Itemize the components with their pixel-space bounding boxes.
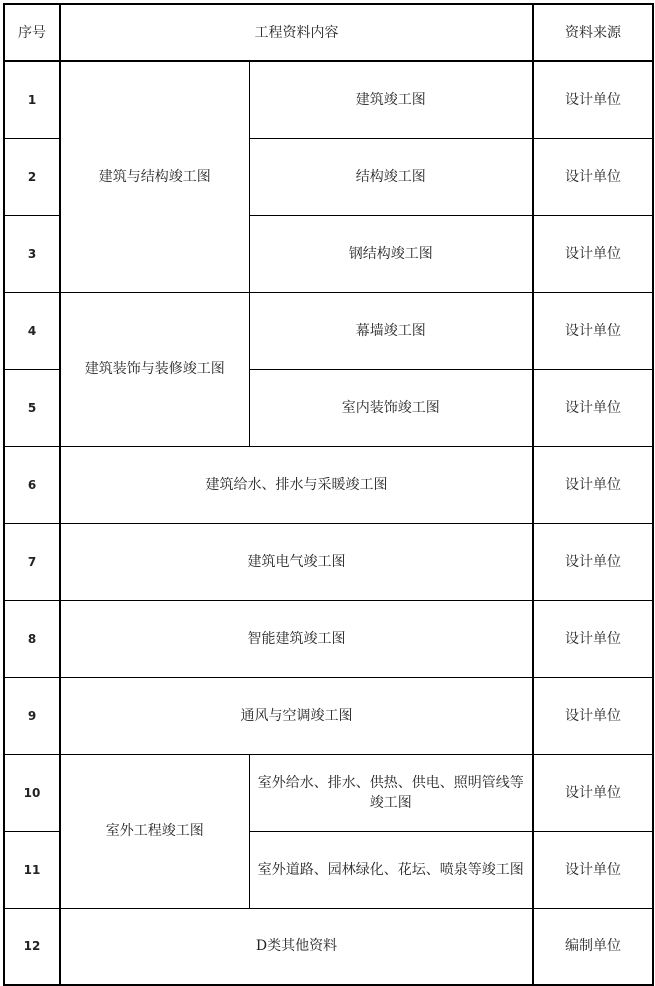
- row-seq: 11: [4, 831, 60, 908]
- row-source: 设计单位: [533, 523, 653, 600]
- table-row: [4, 61, 653, 138]
- table-header-row: [4, 4, 653, 61]
- row-item: 室内装饰竣工图: [249, 369, 533, 446]
- row-item: 钢结构竣工图: [249, 215, 533, 292]
- row-seq: 10: [4, 754, 60, 831]
- row-seq: 2: [4, 138, 60, 215]
- table-row: [4, 908, 653, 985]
- table-row: [4, 446, 653, 523]
- row-source: 设计单位: [533, 600, 653, 677]
- row-source: 设计单位: [533, 61, 653, 138]
- row-content: 智能建筑竣工图: [60, 600, 533, 677]
- row-source: 设计单位: [533, 138, 653, 215]
- row-item: 结构竣工图: [249, 138, 533, 215]
- row-seq: 5: [4, 369, 60, 446]
- row-seq: 7: [4, 523, 60, 600]
- row-source: 设计单位: [533, 215, 653, 292]
- row-source: 设计单位: [533, 369, 653, 446]
- records-table: [3, 3, 654, 986]
- row-item: 室外给水、排水、供热、供电、照明管线等竣工图: [249, 754, 533, 831]
- row-seq: 6: [4, 446, 60, 523]
- table-row: [4, 292, 653, 369]
- row-seq: 9: [4, 677, 60, 754]
- row-content: D类其他资料: [60, 908, 533, 985]
- row-source: 设计单位: [533, 292, 653, 369]
- row-source: 设计单位: [533, 446, 653, 523]
- row-content: 建筑电气竣工图: [60, 523, 533, 600]
- header-source: 资料来源: [533, 4, 653, 61]
- row-source: 设计单位: [533, 831, 653, 908]
- table-row: [4, 523, 653, 600]
- row-source: 设计单位: [533, 754, 653, 831]
- row-content: 通风与空调竣工图: [60, 677, 533, 754]
- row-group: 建筑与结构竣工图: [60, 61, 249, 292]
- row-seq: 3: [4, 215, 60, 292]
- row-seq: 12: [4, 908, 60, 985]
- row-item: 幕墙竣工图: [249, 292, 533, 369]
- table-row: [4, 677, 653, 754]
- table-row: [4, 754, 653, 831]
- row-seq: 4: [4, 292, 60, 369]
- row-content: 建筑给水、排水与采暖竣工图: [60, 446, 533, 523]
- header-seq: 序号: [4, 4, 60, 61]
- row-seq: 1: [4, 61, 60, 138]
- row-group: 建筑装饰与装修竣工图: [60, 292, 249, 446]
- row-source: 编制单位: [533, 908, 653, 985]
- row-group: 室外工程竣工图: [60, 754, 249, 908]
- row-item: 室外道路、园林绿化、花坛、喷泉等竣工图: [249, 831, 533, 908]
- table-row: [4, 600, 653, 677]
- row-seq: 8: [4, 600, 60, 677]
- row-source: 设计单位: [533, 677, 653, 754]
- row-item: 建筑竣工图: [249, 61, 533, 138]
- header-content: 工程资料内容: [60, 4, 533, 61]
